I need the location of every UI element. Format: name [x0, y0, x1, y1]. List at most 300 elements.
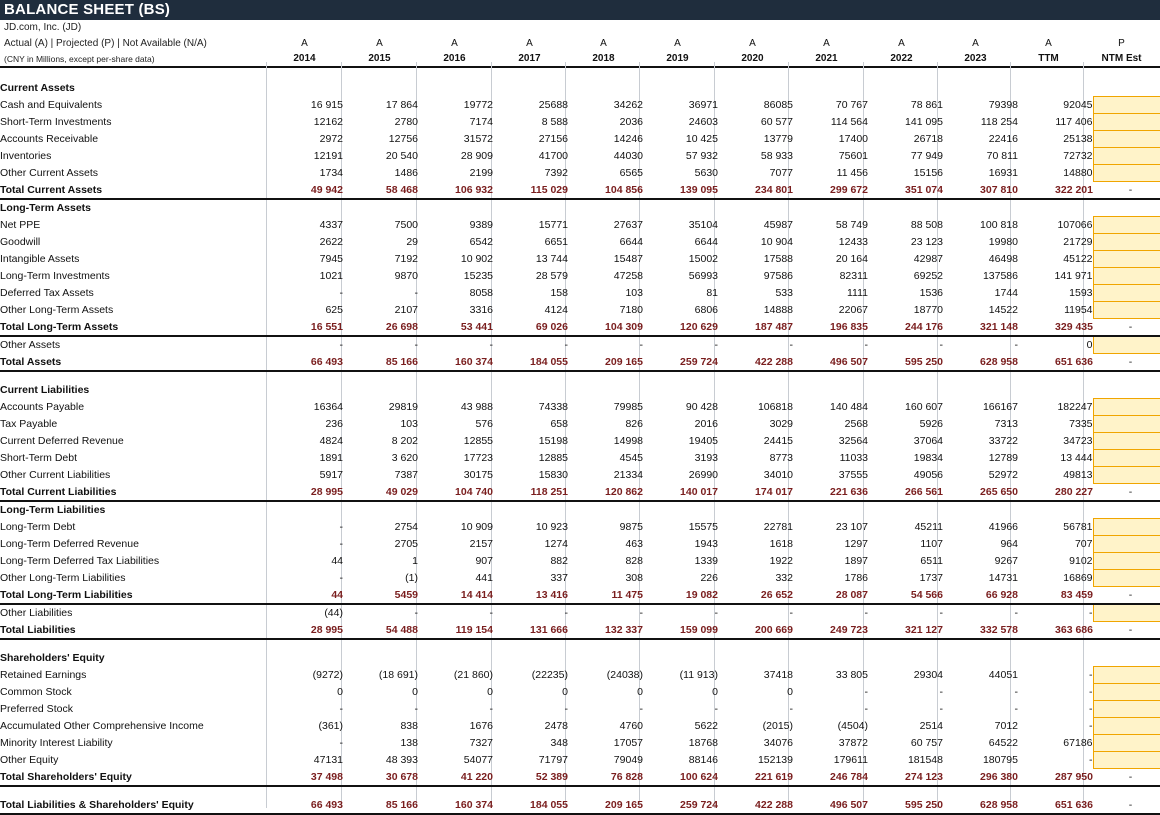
value-cell: 100 818	[980, 219, 1018, 231]
value-cell: 0	[637, 686, 643, 698]
value-cell: 28 579	[535, 270, 568, 282]
section-header-row	[0, 501, 1160, 519]
value-cell: 160 607	[905, 401, 943, 413]
value-cell: 7387	[394, 469, 418, 481]
value-cell: 182247	[1057, 401, 1093, 413]
value-cell	[343, 80, 418, 97]
value-cell: 60 577	[760, 116, 793, 128]
value-cell: 0	[787, 686, 793, 698]
value-cell: -	[339, 737, 343, 749]
value-cell: 4824	[319, 435, 343, 447]
value-cell: 14731	[988, 572, 1018, 584]
column-flag: A	[301, 38, 308, 49]
units-note: (CNY in Millions, except per-share data)	[4, 54, 155, 64]
ntm-input-cell[interactable]	[1093, 519, 1160, 536]
value-cell	[418, 639, 493, 650]
value-cell: 332	[775, 572, 793, 584]
value-cell: 9389	[469, 219, 493, 231]
value-cell: 36971	[688, 99, 718, 111]
value-cell: 6644	[619, 236, 643, 248]
value-cell: 209 165	[568, 354, 643, 372]
value-cell: 1593	[1069, 287, 1093, 299]
value-cell	[943, 786, 1018, 797]
value-cell: 7313	[994, 418, 1018, 430]
ntm-input-cell[interactable]	[1093, 553, 1160, 570]
value-cell: 75601	[838, 150, 868, 162]
value-cell: 82311	[839, 270, 868, 282]
value-cell	[643, 650, 718, 667]
value-cell: 3 620	[391, 452, 418, 464]
column-flag: A	[526, 38, 533, 49]
row-label: Goodwill	[0, 236, 41, 248]
value-cell: 66 493	[268, 354, 343, 372]
value-cell: 249 723	[793, 622, 868, 640]
column-flag: A	[898, 38, 905, 49]
row-label: Long-Term Liabilities	[0, 504, 106, 517]
value-cell: 329 435	[1018, 319, 1093, 337]
value-cell: 337	[550, 572, 568, 584]
value-cell: 140 484	[830, 401, 868, 413]
value-cell: -	[1089, 686, 1093, 698]
value-cell: 23 107	[835, 521, 868, 533]
value-cell: 221 636	[793, 484, 868, 502]
value-cell	[643, 639, 718, 650]
value-cell: 71797	[538, 754, 568, 766]
row-label: Current Deferred Revenue	[0, 435, 124, 447]
value-cell: 20 540	[385, 150, 418, 162]
value-cell: (9272)	[312, 669, 343, 681]
value-cell: -	[564, 607, 568, 620]
value-cell: 34010	[763, 469, 793, 481]
value-cell: 14880	[1063, 167, 1093, 179]
value-cell: -	[1014, 339, 1018, 352]
row-label: Long-Term Deferred Revenue	[0, 538, 139, 550]
value-cell: 15002	[688, 253, 718, 265]
value-cell: -	[714, 703, 718, 715]
value-cell: 2568	[844, 418, 868, 430]
total-row	[0, 587, 1160, 605]
value-cell: 8773	[769, 452, 793, 464]
table-row	[0, 234, 1160, 251]
ntm-input-cell[interactable]	[1093, 570, 1160, 587]
value-cell: 45211	[914, 521, 943, 533]
ntm-input-cell[interactable]	[1093, 148, 1160, 165]
value-cell: 5459	[343, 587, 418, 605]
value-cell: 7327	[469, 737, 493, 749]
spacer-row	[0, 786, 1160, 797]
ntm-input-cell[interactable]	[1093, 234, 1160, 251]
value-cell: 12789	[988, 452, 1018, 464]
ntm-value-cell: -	[1093, 587, 1160, 605]
value-cell: (2015)	[762, 720, 793, 732]
ntm-input-cell[interactable]	[1093, 97, 1160, 114]
value-cell: 0	[487, 686, 493, 698]
value-cell	[718, 371, 793, 382]
value-cell	[943, 501, 1018, 519]
value-cell: (4504)	[837, 720, 868, 732]
table-row	[0, 570, 1160, 587]
value-cell: 0	[712, 686, 718, 698]
value-cell: 651 636	[1018, 354, 1093, 372]
value-cell: -	[639, 607, 643, 620]
value-cell	[943, 382, 1018, 399]
value-cell: -	[1014, 607, 1018, 620]
value-cell: 1274	[544, 538, 568, 550]
ntm-input-cell[interactable]	[1093, 604, 1160, 622]
value-cell: 47258	[613, 270, 643, 282]
value-cell: 19405	[688, 435, 718, 447]
row-label: Intangible Assets	[0, 253, 80, 265]
row-label	[0, 70, 268, 80]
value-cell: 54 488	[343, 622, 418, 640]
table-row	[0, 450, 1160, 467]
ntm-value-cell: -	[1093, 622, 1160, 640]
value-cell: -	[864, 607, 868, 620]
column-flag: A	[674, 38, 681, 49]
value-cell	[643, 80, 718, 97]
ntm-input-cell[interactable]	[1093, 450, 1160, 467]
value-cell: -	[939, 607, 943, 620]
table-row	[0, 433, 1160, 450]
value-cell: 18768	[688, 737, 718, 749]
ntm-input-cell[interactable]	[1093, 336, 1160, 354]
ntm-input-cell[interactable]	[1093, 735, 1160, 752]
value-cell: 25688	[538, 99, 568, 111]
value-cell: 17723	[463, 452, 493, 464]
value-cell: 1943	[694, 538, 718, 550]
value-cell: 19980	[988, 236, 1018, 248]
value-cell: 4760	[619, 720, 643, 732]
value-cell: 57 932	[685, 150, 718, 162]
table-row	[0, 718, 1160, 735]
value-cell: 576	[475, 418, 493, 430]
value-cell	[793, 371, 868, 382]
value-cell: 104 740	[418, 484, 493, 502]
value-cell	[418, 382, 493, 399]
value-cell: 24415	[763, 435, 793, 447]
value-cell: 49 942	[268, 182, 343, 200]
value-cell	[568, 382, 643, 399]
value-cell: 11954	[1064, 304, 1093, 316]
table-row	[0, 667, 1160, 684]
ntm-input-cell[interactable]	[1093, 701, 1160, 718]
value-cell	[268, 650, 343, 667]
value-cell: 11033	[839, 452, 868, 464]
value-cell: 5630	[694, 167, 718, 179]
ntm-input-cell[interactable]	[1093, 433, 1160, 450]
value-cell: 1897	[844, 555, 868, 567]
value-cell: 45987	[763, 219, 793, 231]
value-cell: 2705	[394, 538, 418, 550]
value-cell: 58 468	[343, 182, 418, 200]
row-label: Total Current Liabilities	[0, 484, 268, 502]
value-cell: 49 029	[343, 484, 418, 502]
value-cell: 13 744	[535, 253, 568, 265]
row-label: Net PPE	[0, 219, 41, 231]
value-cell: 4337	[319, 219, 343, 231]
row-label: Total Long-Term Liabilities	[0, 587, 268, 605]
value-cell: 85 166	[343, 354, 418, 372]
value-cell: 4545	[619, 452, 643, 464]
value-cell: 28 909	[460, 150, 493, 162]
value-cell	[418, 70, 493, 80]
ntm-input-cell[interactable]	[1093, 165, 1160, 182]
value-cell: 625	[325, 304, 343, 316]
ntm-empty-cell	[1093, 786, 1160, 797]
value-cell	[643, 382, 718, 399]
value-cell: 12855	[463, 435, 493, 447]
value-cell: -	[1089, 703, 1093, 715]
value-cell: 17 864	[385, 99, 418, 111]
value-cell: 33722	[988, 435, 1018, 447]
table-row	[0, 251, 1160, 268]
value-cell: 158	[550, 287, 568, 299]
ntm-input-cell[interactable]	[1093, 302, 1160, 319]
value-cell: 2036	[619, 116, 643, 128]
value-cell: 363 686	[1018, 622, 1093, 640]
value-cell: 14246	[613, 133, 643, 145]
value-cell: 8 202	[391, 435, 418, 447]
table-row	[0, 684, 1160, 701]
value-cell: 15156	[913, 167, 943, 179]
value-cell: 69 026	[493, 319, 568, 337]
value-cell: 9102	[1069, 555, 1093, 567]
table-row	[0, 701, 1160, 718]
value-cell: 64522	[988, 737, 1018, 749]
value-cell: 307 810	[943, 182, 1018, 200]
value-cell: 28 087	[793, 587, 868, 605]
row-label: Total Shareholders' Equity	[0, 769, 268, 787]
value-cell	[868, 70, 943, 80]
value-cell: 77 949	[910, 150, 943, 162]
total-row	[0, 484, 1160, 502]
value-cell	[493, 786, 568, 797]
ntm-input-cell[interactable]	[1093, 467, 1160, 484]
ntm-input-cell[interactable]	[1093, 536, 1160, 553]
value-cell: 6651	[544, 236, 568, 248]
value-cell: 11 475	[568, 587, 643, 605]
title-bar	[0, 0, 1160, 20]
value-cell: 35104	[688, 219, 718, 231]
value-cell: 104 309	[568, 319, 643, 337]
value-cell: 137586	[982, 270, 1018, 282]
value-cell: 2754	[394, 521, 418, 533]
ntm-input-cell[interactable]	[1093, 684, 1160, 701]
value-cell	[643, 199, 718, 217]
value-cell	[718, 501, 793, 519]
value-cell: 1922	[769, 555, 793, 567]
value-cell: 259 724	[643, 354, 718, 372]
ntm-input-cell[interactable]	[1093, 752, 1160, 769]
value-cell: 114 564	[830, 116, 868, 128]
value-cell: 41966	[988, 521, 1018, 533]
value-cell: 8058	[469, 287, 493, 299]
value-cell: 17057	[613, 737, 643, 749]
ntm-input-cell[interactable]	[1093, 399, 1160, 416]
value-cell: -	[939, 686, 943, 698]
value-cell: (1)	[405, 572, 418, 584]
ntm-input-cell[interactable]	[1093, 251, 1160, 268]
value-cell: 78 861	[910, 99, 943, 111]
column-year: 2019	[666, 53, 689, 64]
header-rule	[0, 66, 1160, 68]
ntm-input-cell[interactable]	[1093, 114, 1160, 131]
value-cell	[868, 639, 943, 650]
value-cell: -	[339, 538, 343, 550]
value-cell: 299 672	[793, 182, 868, 200]
value-cell	[493, 80, 568, 97]
value-cell	[1018, 70, 1093, 80]
table-row	[0, 131, 1160, 148]
value-cell: 181548	[907, 754, 943, 766]
value-cell: 441	[475, 572, 493, 584]
section-header-row	[0, 199, 1160, 217]
value-cell: 3029	[769, 418, 793, 430]
column-year: NTM Est	[1101, 53, 1142, 64]
table-row	[0, 148, 1160, 165]
ntm-empty-cell	[1093, 639, 1160, 650]
value-cell: 139 095	[643, 182, 718, 200]
value-cell: 7192	[394, 253, 418, 265]
ntm-input-cell[interactable]	[1093, 718, 1160, 735]
value-cell	[493, 371, 568, 382]
value-cell: 7174	[469, 116, 493, 128]
value-cell	[1018, 199, 1093, 217]
ntm-input-cell[interactable]	[1093, 667, 1160, 684]
value-cell	[868, 382, 943, 399]
ntm-empty-cell	[1093, 382, 1160, 399]
value-cell	[268, 199, 343, 217]
ntm-input-cell[interactable]	[1093, 268, 1160, 285]
table-row	[0, 399, 1160, 416]
value-cell: 180795	[982, 754, 1018, 766]
table-row	[0, 302, 1160, 319]
value-cell: 140 017	[643, 484, 718, 502]
row-label: Accounts Payable	[0, 401, 85, 413]
row-label: Tax Payable	[0, 418, 58, 430]
value-cell: 25138	[1063, 133, 1093, 145]
value-cell: 92045	[1063, 99, 1093, 111]
value-cell: 16 915	[310, 99, 343, 111]
ntm-empty-cell	[1093, 80, 1160, 97]
value-cell: 29304	[913, 669, 943, 681]
value-cell: 37 498	[268, 769, 343, 787]
value-cell	[943, 639, 1018, 650]
row-label: Long-Term Debt	[0, 521, 76, 533]
value-cell: 26718	[913, 133, 943, 145]
value-cell: 234 801	[718, 182, 793, 200]
ntm-empty-cell	[1093, 199, 1160, 217]
column-flag: P	[1118, 38, 1125, 49]
value-cell: 160 374	[418, 354, 493, 372]
value-cell	[718, 382, 793, 399]
value-cell	[1018, 650, 1093, 667]
ntm-input-cell[interactable]	[1093, 217, 1160, 234]
value-cell: 658	[550, 418, 568, 430]
value-cell: 628 958	[943, 354, 1018, 372]
ntm-empty-cell	[1093, 70, 1160, 80]
value-cell: 12885	[538, 452, 568, 464]
value-cell: 7335	[1069, 418, 1093, 430]
value-cell: 44051	[988, 669, 1018, 681]
value-cell: 44030	[613, 150, 643, 162]
value-cell: 132 337	[568, 622, 643, 640]
value-cell: 86085	[763, 99, 793, 111]
value-cell: -	[339, 287, 343, 299]
value-cell: -	[714, 339, 718, 352]
value-cell: 22416	[988, 133, 1018, 145]
value-cell: 34076	[763, 737, 793, 749]
row-label: Other Equity	[0, 754, 59, 766]
value-cell: 496 507	[793, 354, 868, 372]
balance-sheet-table	[0, 70, 1160, 815]
value-cell	[268, 80, 343, 97]
value-cell	[343, 650, 418, 667]
ntm-input-cell[interactable]	[1093, 131, 1160, 148]
value-cell: 88 508	[910, 219, 943, 231]
value-cell: 6565	[619, 167, 643, 179]
value-cell: 56993	[688, 270, 718, 282]
value-cell	[568, 639, 643, 650]
value-cell	[793, 786, 868, 797]
value-cell: 88146	[688, 754, 718, 766]
row-label: Other Current Assets	[0, 167, 99, 179]
value-cell: -	[1089, 720, 1093, 732]
value-cell: 33 805	[835, 669, 868, 681]
column-flag: A	[1045, 38, 1052, 49]
value-cell: 16364	[313, 401, 343, 413]
value-cell: 141 095	[905, 116, 943, 128]
value-cell: 1	[412, 555, 418, 567]
value-cell: 200 669	[718, 622, 793, 640]
column-flag: A	[376, 38, 383, 49]
value-cell: 28 995	[268, 484, 343, 502]
value-cell: 14888	[763, 304, 793, 316]
value-cell: 10 923	[535, 521, 568, 533]
value-cell: -	[789, 607, 793, 620]
value-cell	[943, 80, 1018, 97]
column-year: 2022	[890, 53, 913, 64]
value-cell: -	[789, 339, 793, 352]
value-cell: 244 176	[868, 319, 943, 337]
value-cell: 106 932	[418, 182, 493, 200]
value-cell: 16931	[988, 167, 1018, 179]
value-cell: 308	[625, 572, 643, 584]
value-cell: 10 425	[685, 133, 718, 145]
value-cell	[718, 650, 793, 667]
value-cell: 47131	[313, 754, 343, 766]
spacer-row	[0, 70, 1160, 80]
value-cell: 196 835	[793, 319, 868, 337]
value-cell: 184 055	[493, 354, 568, 372]
value-cell: 184 055	[493, 797, 568, 814]
value-cell	[793, 639, 868, 650]
value-cell: 2780	[394, 116, 418, 128]
value-cell	[418, 199, 493, 217]
table-row	[0, 97, 1160, 114]
table-row	[0, 752, 1160, 769]
value-cell: 296 380	[943, 769, 1018, 787]
value-cell: -	[864, 339, 868, 352]
value-cell: 106818	[757, 401, 793, 413]
row-label: Total Current Assets	[0, 182, 268, 200]
value-cell: 7077	[769, 167, 793, 179]
value-cell	[343, 371, 418, 382]
value-cell: -	[1014, 703, 1018, 715]
ntm-input-cell[interactable]	[1093, 285, 1160, 302]
ntm-input-cell[interactable]	[1093, 416, 1160, 433]
value-cell: 34723	[1063, 435, 1093, 447]
